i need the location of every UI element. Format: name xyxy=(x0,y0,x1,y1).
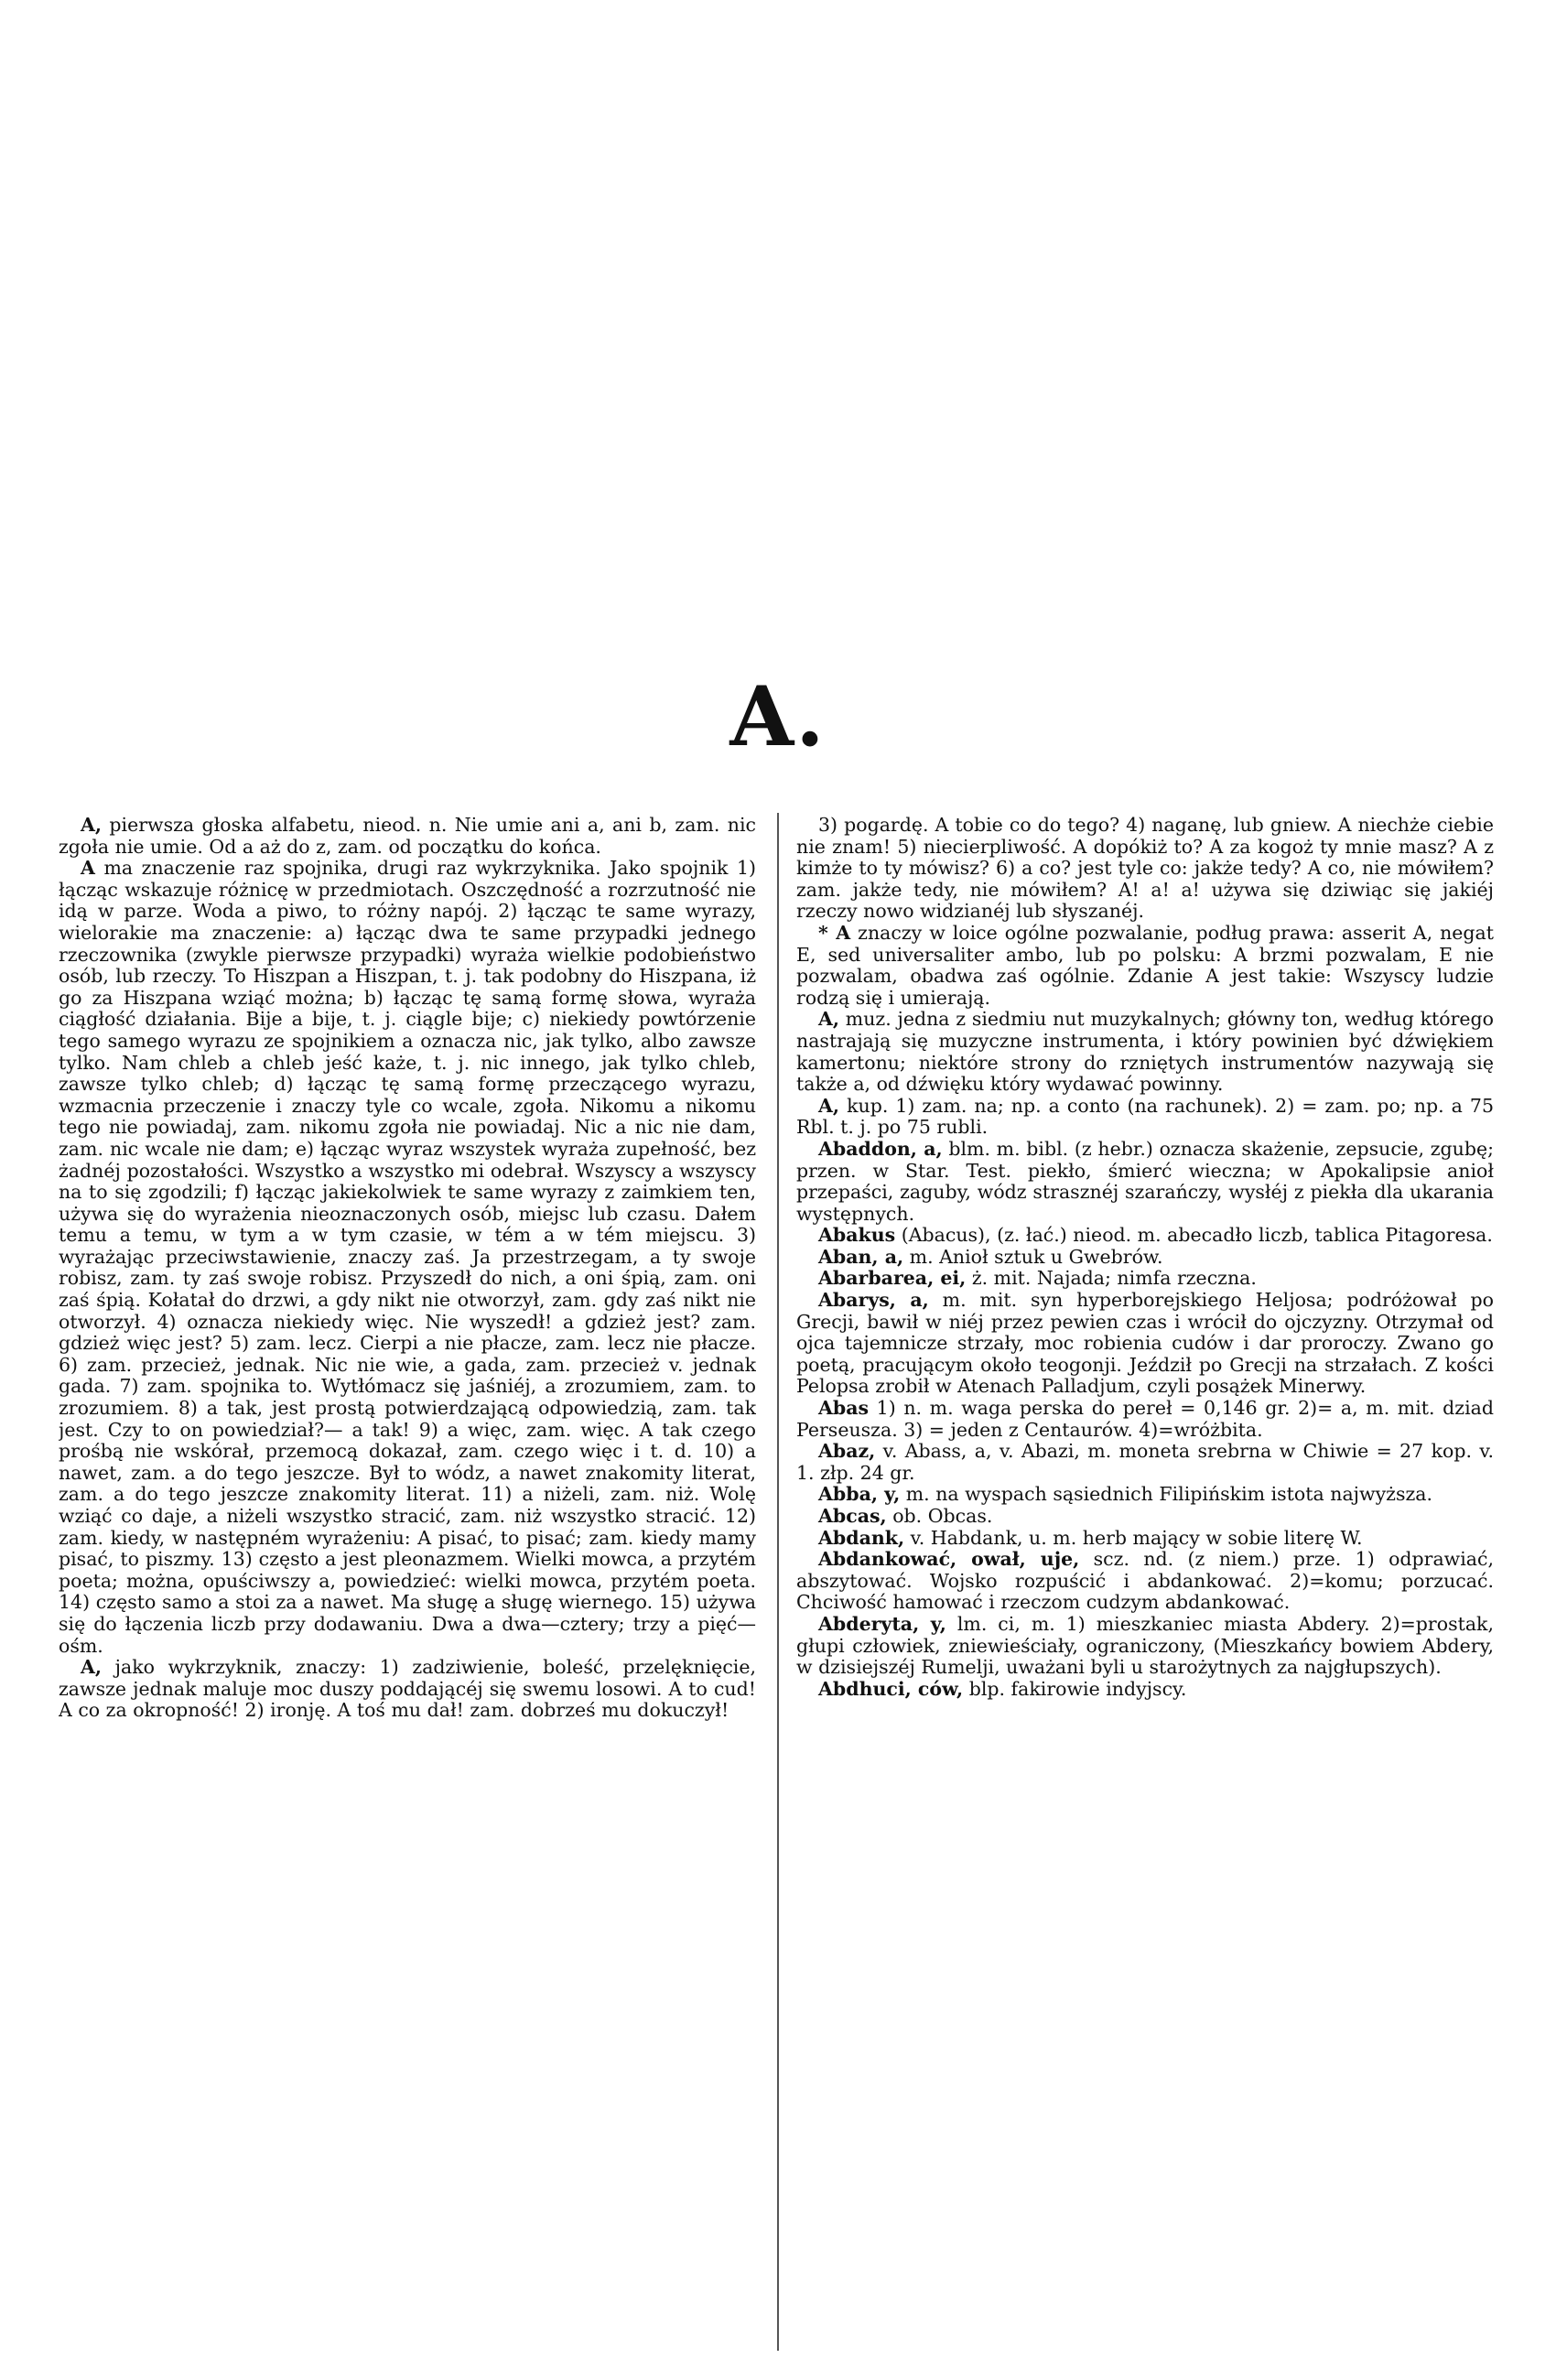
entry-definition: m. Anioł sztuk u Gwebrów. xyxy=(903,1245,1163,1268)
entry-headword: Abcas, xyxy=(818,1505,887,1527)
entry-definition: muz. jedna z siedmiu nut muzykalnych; główny ton, według którego nastrajają się muzyczne instrumenta, i który powinien być dźwiękiem kamertonu; niektóre strony do rzniętych instrumentów nazywają się także a, od dźwięku który wydawać powinny. xyxy=(796,1008,1494,1096)
entry-definition: kup. 1) zam. na; np. a conto (na rachunek). 2) = zam. po; np. a 75 Rbl. t. j. po 75 rubli. xyxy=(796,1094,1494,1139)
entry-headword: Abdhuci, ców, xyxy=(818,1677,964,1700)
entry-headword: Abderyta, y, xyxy=(818,1612,946,1635)
dictionary-entry xyxy=(796,1441,1494,1484)
entry-headword: Abas xyxy=(818,1397,870,1420)
entry-definition: blm. m. bibl. (z hebr.) oznacza skażenie, zepsucie, zgubę; przen. w Star. Test. piekło, śmierć wieczna; w Apokalipsie anioł przepaści, zaguby, wódz strasznéj szarańczy, wysłéj z piekła dla ukarania występnych. xyxy=(796,1137,1494,1225)
entry-definition: ma znaczenie raz spojnika, drugi raz wykrzyknika. Jako spojnik 1) łącząc wskazuje różnicę w przedmiotach. Oszczędność a rozrzutność nie idą w parze. Woda a piwo, to różny napój. 2) łącząc te same wyrazy, wielorakie ma znaczenie: a) łącząc dwa te same przypadki jednego rzeczownika (zwykle pierwsze przypadki) wyraża wielkie podobieństwo osób, lub rzeczy. To Hiszpan a Hiszpan, t. j. tak podobny do Hiszpana, iż go za Hiszpana wziąć można; b) łącząc tę samą formę słowa, wyraża ciągłość działania. Bije a bije, t. j. ciągle bije; c) niekiedy powtórzenie tego samego wyrazu ze spojnikiem a oznacza nic, jak tylko, albo zawsze tylko. Nam chleb a chleb jeść każe, t. j. nic innego, jak tylko chleb, zawsze tylko chleb; d) łącząc tę samą formę przeczącego wyrazu, wzmacnia przeczenie i znaczy tyle co wcale, zgoła. Nikomu a nikomu tego nie powiadaj, zam. nikomu zgoła nie powiadaj. Nic a nic nie dam, zam. nic wcale nie dam; e) łącząc wyraz wszystek wyraża zupełność, bez żadnéj pozostałości. Wszystko a wszystko mi odebrał. Wszyscy a wszyscy na to się zgodzili; f) łącząc jakiekolwiek te same wyrazy z zaimkiem ten, używa się do wyrażenia nieoznaczonych osób, miejsc lub czasu. Dałem temu a temu, w tym a w tym czasie, w tém a w tém miejscu. 3) wyrażając przeciwstawienie, znaczy zaś. Ja przestrzegam, a ty swoje robisz, zam. ty zaś swoje robisz. Przyszedł do nich, a oni śpią, zam. oni zaś śpią. Kołatał do drzwi, a gdy nikt nie otworzył, zam. gdy zaś nikt nie otworzył. 4) oznacza niekiedy więc. Nie wyszedł! a gdzież jest? zam. gdzież więc jest? 5) zam. lecz. Cierpi a nie płacze, zam. lecz nie płacze. 6) zam. przecież, jednak. Nic nie wie, a gada, zam. przecież v. jednak gada. 7) zam. spojnika to. Wytłómacz się jaśniéj, a zrozumiem, zam. to zrozumiem. 8) a tak, jest prostą potwierdzającą odpowiedzią, zam. tak jest. Czy to on powiedział?— a tak! 9) a więc, zam. więc. A tak czego prośbą nie wskórał, przemocą dokazał, zam. czego więc i t. d. 10) a nawet, zam. a do tego jeszcze. Był to wódz, a nawet znakomity literat, zam. a do tego jeszcze znakomity literat. 11) a niżeli, zam. niż. Wolę wziąć co daje, a niżeli wszystko stracić, zam. niż wszystko stracić. 12) zam. kiedy, w następném wyrażeniu: A pisać, to pisać; zam. kiedy mamy pisać, to piszmy. 13) często a jest pleonazmem. Wielki mowca, a przytém poeta; można, opuściwszy a, powiedzieć: wielki mowca, przytém poeta. 14) często samo a stoi za a nawet. Ma sługę a sługę wiernego. 15) używa się do łączenia liczb przy dodawaniu. Dwa a dwa—cztery; trzy a pięć—ośm. xyxy=(59,857,756,1657)
entry-definition: v. Habdank, u. m. herb mający w sobie literę W. xyxy=(904,1526,1363,1549)
entry-definition: jako wykrzyknik, znaczy: 1) zadziwienie, boleść, przelęknięcie, zawsze jednak maluje moc duszy poddającéj się swemu losowi. A to cud! A co za okropność! 2) ironję. A toś mu dał! zam. dobrześ mu dokuczył! xyxy=(59,1656,756,1722)
entry-definition: v. Abass, a, v. Abazi, m. moneta srebrna w Chiwie = 27 kop. v. 1. złp. 24 gr. xyxy=(796,1440,1494,1484)
dictionary-entry xyxy=(796,1009,1494,1095)
entry-headword: Abarbarea, ei, xyxy=(818,1267,967,1290)
entry-headword: Abdank, xyxy=(818,1526,905,1549)
dictionary-entry xyxy=(796,1139,1494,1225)
dictionary-entry xyxy=(59,858,756,1657)
left-column xyxy=(59,815,756,2353)
right-column xyxy=(796,815,1494,2353)
entry-definition: 3) pogardę. A tobie co do tego? 4) naganę, lub gniew. A niechże ciebie nie znam! 5) niecierpliwość. A dopókiż to? A za kogoż ty mnie masz? A z kimże to ty mówisz? 6) a co? jest tyle co: jakże tedy? A co, nie mówiłem? zam. jakże tedy, nie mówiłem? A! a! a! używa się dziwiąc się jakiéj rzeczy nowo widzianéj lub słyszanéj. xyxy=(796,815,1494,923)
section-letter-heading: A. xyxy=(729,668,827,765)
dictionary-entry xyxy=(796,1268,1494,1290)
dictionary-entry xyxy=(796,1679,1494,1701)
column-divider xyxy=(777,813,779,2351)
entry-definition: m. mit. syn hyperborejskiego Heljosa; podróżował po Grecji, bawił w niéj przez pewien czas i wrócił do ojczyzny. Otrzymał od ojca tajemnicze strzały, moc robienia cudów i dar proroczy. Zwano go poetą, pracującym około teogonji. Jeździł po Grecji na strzałach. Z kości Pelopsa zrobił w Atenach Palladjum, czyli posążek Minerwy. xyxy=(796,1289,1494,1398)
dictionary-entry xyxy=(796,1614,1494,1679)
entry-definition: (Abacus), (z. łać.) nieod. m. abecadło liczb, tablica Pitagoresa. xyxy=(895,1224,1493,1247)
dictionary-entry xyxy=(59,815,756,858)
entry-definition: znaczy w loice ogólne pozwalanie, podług prawa: asserit A, negat E, sed universaliter ambo, lub po polsku: A brzmi pozwalam, E nie pozwalam, obadwa zaś ogólnie. Zdanie A jest takie: Wszyscy ludzie rodzą się i umierają. xyxy=(796,921,1494,1009)
entry-definition: lm. ci, m. 1) mieszkaniec miasta Abdery. 2)=prostak, głupi człowiek, zniewieściały, ograniczony, (Mieszkańcy bowiem Abdery, w dzisiejszéj Rumelji, uważani byli u starożytnych za najgłupszych). xyxy=(796,1612,1494,1679)
entry-headword: Abaddon, a, xyxy=(818,1137,943,1160)
dictionary-entry xyxy=(59,1657,756,1722)
dictionary-entry xyxy=(796,1528,1494,1550)
entry-headword: Abba, y, xyxy=(818,1483,901,1506)
entry-headword: Abakus xyxy=(818,1224,896,1247)
entry-definition: ob. Obcas. xyxy=(886,1505,993,1527)
dictionary-entry xyxy=(796,923,1494,1009)
dictionary-entry xyxy=(796,1484,1494,1506)
entry-definition: blp. fakirowie indyjscy. xyxy=(963,1677,1187,1700)
dictionary-entry xyxy=(796,1549,1494,1614)
entry-headword: Abaz, xyxy=(818,1440,876,1463)
entry-headword: A, xyxy=(81,1656,103,1679)
entry-headword: A, xyxy=(818,1008,840,1031)
entry-headword: Abdankować, ował, uje, xyxy=(818,1548,1080,1571)
entry-definition: pierwsza głoska alfabetu, nieod. n. Nie umie ani a, ani b, zam. nic zgoła nie umie. Od a aż do z, zam. od początku do końca. xyxy=(59,815,756,858)
entry-headword: Aban, a, xyxy=(818,1245,904,1268)
dictionary-entry xyxy=(796,1506,1494,1528)
entry-headword: A, xyxy=(81,815,103,836)
dictionary-entry xyxy=(796,1225,1494,1247)
entry-headword: A xyxy=(81,857,95,880)
entry-headword: A, xyxy=(818,1094,840,1117)
dictionary-entry xyxy=(796,815,1494,923)
entry-headword: Abarys, a, xyxy=(818,1289,929,1312)
dictionary-entry xyxy=(796,1398,1494,1441)
entry-definition: m. na wyspach sąsiednich Filipińskim istota najwyższa. xyxy=(900,1483,1433,1506)
dictionary-entry xyxy=(796,1290,1494,1398)
entry-definition: scz. nd. (z niem.) prze. 1) odprawiać, abszytować. Wojsko rozpuścić i abdankować. 2)=komu; porzucać. Chciwość hamować i rzeczom cudzym abdankować. xyxy=(796,1548,1494,1614)
entry-headword: * A xyxy=(818,921,851,944)
dictionary-entry xyxy=(796,1096,1494,1139)
dictionary-entry xyxy=(796,1247,1494,1269)
entry-definition: ż. mit. Najada; nimfa rzeczna. xyxy=(966,1267,1257,1290)
entry-definition: 1) n. m. waga perska do pereł = 0,146 gr. 2)= a, m. mit. dziad Perseusza. 3) = jeden z Centaurów. 4)=wróżbita. xyxy=(796,1397,1494,1441)
